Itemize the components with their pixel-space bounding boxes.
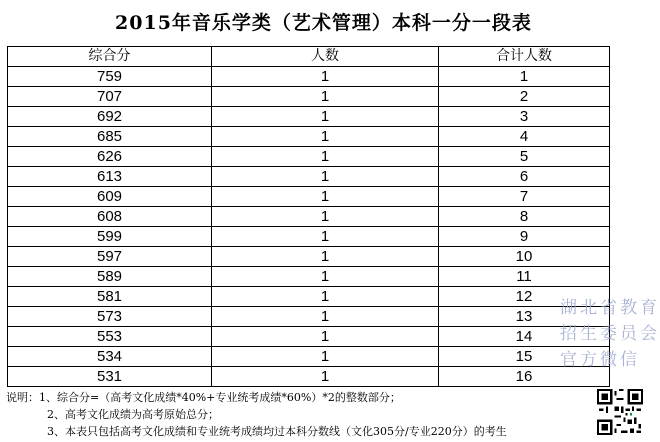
cumulative-cell: 15 xyxy=(439,347,610,367)
page-title: 2015年音乐学类（艺术管理）本科一分一段表 xyxy=(115,12,532,34)
score-cell: 531 xyxy=(8,367,212,387)
score-cell: 534 xyxy=(8,347,212,367)
cumulative-cell: 10 xyxy=(439,247,610,267)
score-cell: 597 xyxy=(8,247,212,267)
score-cell: 581 xyxy=(8,287,212,307)
cumulative-cell: 2 xyxy=(439,87,610,107)
note-line-3: 3、本表只包括高考文化成绩和专业统考成绩均过本科分数线（文化305分/专业220分）的考生 xyxy=(47,425,507,438)
table-row xyxy=(8,267,610,287)
count-cell: 1 xyxy=(212,307,439,327)
header-cumulative-count: 合计人数 xyxy=(439,47,610,67)
count-cell: 1 xyxy=(212,247,439,267)
count-cell: 1 xyxy=(212,327,439,347)
cumulative-cell: 13 xyxy=(439,307,610,327)
cumulative-cell: 5 xyxy=(439,147,610,167)
note-line-1: 说明：1、综合分=（高考文化成绩*40%+专业统考成绩*60%）*2的整数部分； xyxy=(6,391,401,404)
wechat-watermark xyxy=(560,295,660,373)
count-cell: 1 xyxy=(212,127,439,147)
count-cell: 1 xyxy=(212,287,439,307)
cumulative-cell: 3 xyxy=(439,107,610,127)
qr-code-icon xyxy=(597,389,643,435)
table-row xyxy=(8,367,610,387)
cumulative-cell: 12 xyxy=(439,287,610,307)
table-row xyxy=(8,187,610,207)
score-cell: 608 xyxy=(8,207,212,227)
score-cell: 759 xyxy=(8,67,212,87)
count-cell: 1 xyxy=(212,367,439,387)
table-row xyxy=(8,87,610,107)
score-cell: 589 xyxy=(8,267,212,287)
count-cell: 1 xyxy=(212,347,439,367)
cumulative-cell: 7 xyxy=(439,187,610,207)
table-row xyxy=(8,307,610,327)
count-cell: 1 xyxy=(212,67,439,87)
table-row xyxy=(8,287,610,307)
score-cell: 707 xyxy=(8,87,212,107)
watermark-line-2: 招生委员会 xyxy=(560,324,660,344)
count-cell: 1 xyxy=(212,167,439,187)
score-cell: 573 xyxy=(8,307,212,327)
watermark-line-3: 官方微信 xyxy=(560,350,640,370)
header-composite-score: 综合分 xyxy=(8,47,212,67)
table-row xyxy=(8,227,610,247)
cumulative-cell: 11 xyxy=(439,267,610,287)
table-row xyxy=(8,127,610,147)
cumulative-cell: 16 xyxy=(439,367,610,387)
score-cell: 626 xyxy=(8,147,212,167)
count-cell: 1 xyxy=(212,87,439,107)
table-row xyxy=(8,167,610,187)
table-row xyxy=(8,107,610,127)
table-row xyxy=(8,67,610,87)
table-row xyxy=(8,207,610,227)
count-cell: 1 xyxy=(212,227,439,247)
table-row xyxy=(8,147,610,167)
count-cell: 1 xyxy=(212,147,439,167)
count-cell: 1 xyxy=(212,187,439,207)
count-cell: 1 xyxy=(212,107,439,127)
cumulative-cell: 4 xyxy=(439,127,610,147)
table-row xyxy=(8,327,610,347)
score-cell: 613 xyxy=(8,167,212,187)
score-cell: 599 xyxy=(8,227,212,247)
score-cell: 553 xyxy=(8,327,212,347)
cumulative-cell: 14 xyxy=(439,327,610,347)
table-row xyxy=(8,347,610,367)
notes-section xyxy=(6,389,551,440)
count-cell: 1 xyxy=(212,267,439,287)
watermark-line-1: 湖北省教育 xyxy=(560,298,660,318)
score-cell: 609 xyxy=(8,187,212,207)
header-count: 人数 xyxy=(212,47,439,67)
note-line-2: 2、高考文化成绩为高考原始总分； xyxy=(47,408,219,421)
table-row xyxy=(8,247,610,267)
cumulative-cell: 8 xyxy=(439,207,610,227)
score-cell: 692 xyxy=(8,107,212,127)
table-header-row xyxy=(8,47,610,67)
score-distribution-table xyxy=(7,46,610,387)
cumulative-cell: 9 xyxy=(439,227,610,247)
cumulative-cell: 6 xyxy=(439,167,610,187)
score-cell: 685 xyxy=(8,127,212,147)
cumulative-cell: 1 xyxy=(439,67,610,87)
count-cell: 1 xyxy=(212,207,439,227)
